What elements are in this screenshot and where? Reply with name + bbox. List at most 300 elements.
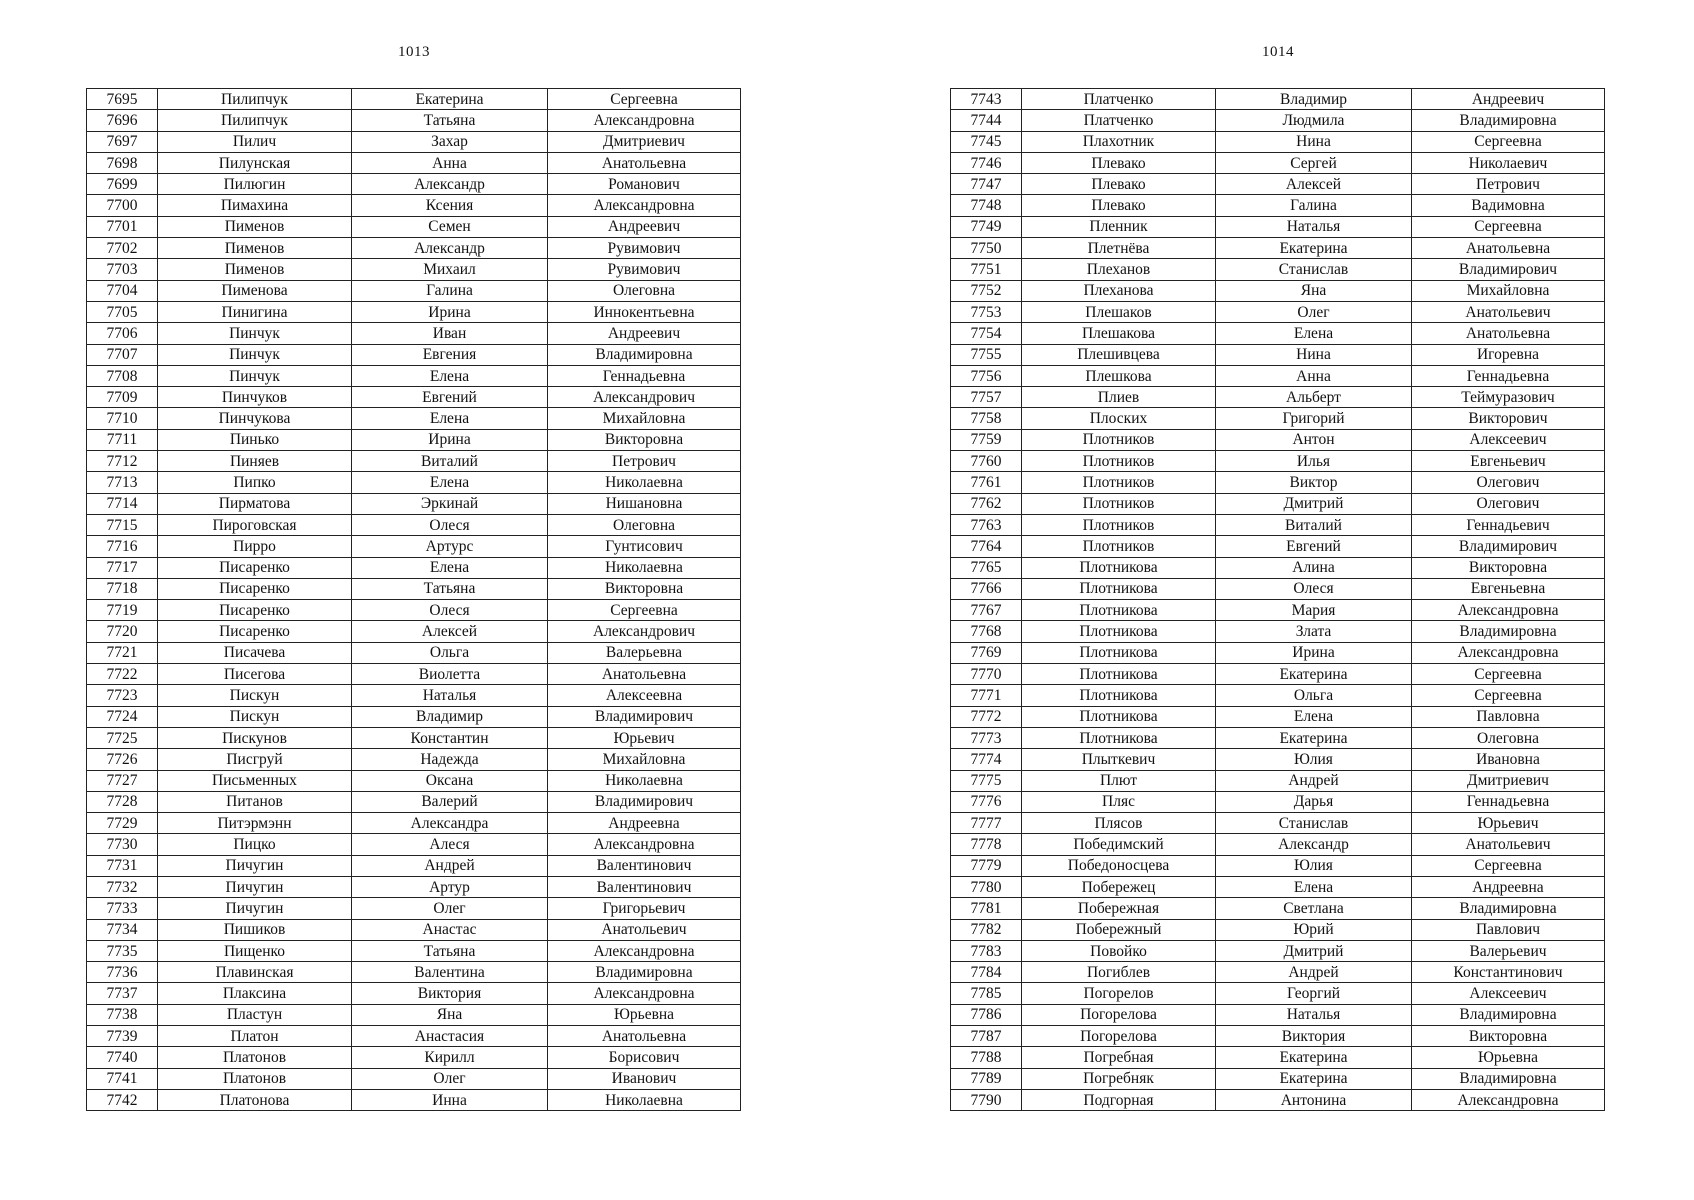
first-name-cell: Альберт bbox=[1216, 387, 1412, 408]
table-row bbox=[87, 855, 741, 876]
first-name-cell: Галина bbox=[352, 280, 548, 301]
patronymic-cell: Геннадьевна bbox=[548, 365, 741, 386]
table-row bbox=[951, 1004, 1605, 1025]
last-name-cell: Победимский bbox=[1022, 834, 1216, 855]
first-name-cell: Екатерина bbox=[352, 89, 548, 110]
last-name-cell: Пирматова bbox=[158, 493, 352, 514]
first-name-cell: Антонина bbox=[1216, 1089, 1412, 1110]
record-number-cell: 7745 bbox=[951, 131, 1022, 152]
record-number-cell: 7747 bbox=[951, 174, 1022, 195]
first-name-cell: Алина bbox=[1216, 557, 1412, 578]
last-name-cell: Плотникова bbox=[1022, 557, 1216, 578]
record-number-cell: 7772 bbox=[951, 706, 1022, 727]
table-row bbox=[87, 919, 741, 940]
first-name-cell: Ирина bbox=[352, 429, 548, 450]
first-name-cell: Инна bbox=[352, 1089, 548, 1110]
first-name-cell: Валентина bbox=[352, 962, 548, 983]
table-row bbox=[87, 195, 741, 216]
register-table bbox=[86, 88, 741, 1111]
last-name-cell: Подгорная bbox=[1022, 1089, 1216, 1110]
patronymic-cell: Николаевич bbox=[1412, 152, 1605, 173]
patronymic-cell: Владимировна bbox=[1412, 1004, 1605, 1025]
patronymic-cell: Игоревна bbox=[1412, 344, 1605, 365]
first-name-cell: Дмитрий bbox=[1216, 493, 1412, 514]
table-row bbox=[951, 983, 1605, 1004]
table-row bbox=[87, 387, 741, 408]
record-number-cell: 7775 bbox=[951, 770, 1022, 791]
record-number-cell: 7704 bbox=[87, 280, 158, 301]
patronymic-cell: Юрьевна bbox=[1412, 1047, 1605, 1068]
table-row bbox=[951, 451, 1605, 472]
table-row bbox=[87, 301, 741, 322]
first-name-cell: Дмитрий bbox=[1216, 940, 1412, 961]
table-row bbox=[87, 664, 741, 685]
patronymic-cell: Евгеньевна bbox=[1412, 578, 1605, 599]
table-row bbox=[87, 259, 741, 280]
record-number-cell: 7764 bbox=[951, 536, 1022, 557]
record-number-cell: 7765 bbox=[951, 557, 1022, 578]
last-name-cell: Плотникова bbox=[1022, 642, 1216, 663]
patronymic-cell: Андреевна bbox=[548, 813, 741, 834]
first-name-cell: Виолетта bbox=[352, 664, 548, 685]
patronymic-cell: Владимировна bbox=[548, 962, 741, 983]
table-row bbox=[87, 600, 741, 621]
record-number-cell: 7721 bbox=[87, 642, 158, 663]
patronymic-cell: Гунтисович bbox=[548, 536, 741, 557]
last-name-cell: Плясов bbox=[1022, 813, 1216, 834]
record-number-cell: 7750 bbox=[951, 238, 1022, 259]
patronymic-cell: Юрьевич bbox=[1412, 813, 1605, 834]
patronymic-cell: Анатольевич bbox=[1412, 301, 1605, 322]
last-name-cell: Пилипчук bbox=[158, 110, 352, 131]
table-row bbox=[87, 578, 741, 599]
first-name-cell: Алексей bbox=[1216, 174, 1412, 195]
record-number-cell: 7710 bbox=[87, 408, 158, 429]
record-number-cell: 7731 bbox=[87, 855, 158, 876]
record-number-cell: 7787 bbox=[951, 1026, 1022, 1047]
table-row bbox=[951, 89, 1605, 110]
patronymic-cell: Иванович bbox=[548, 1068, 741, 1089]
last-name-cell: Плеханов bbox=[1022, 259, 1216, 280]
first-name-cell: Иван bbox=[352, 323, 548, 344]
record-number-cell: 7752 bbox=[951, 280, 1022, 301]
table-row bbox=[87, 1004, 741, 1025]
table-row bbox=[951, 344, 1605, 365]
table-row bbox=[951, 727, 1605, 748]
patronymic-cell: Павловна bbox=[1412, 706, 1605, 727]
table-row bbox=[87, 1068, 741, 1089]
last-name-cell: Питэрмэнн bbox=[158, 813, 352, 834]
record-number-cell: 7776 bbox=[951, 791, 1022, 812]
record-number-cell: 7730 bbox=[87, 834, 158, 855]
record-number-cell: 7736 bbox=[87, 962, 158, 983]
table-row bbox=[951, 749, 1605, 770]
first-name-cell: Виталий bbox=[1216, 514, 1412, 535]
page-number: 1013 bbox=[398, 44, 430, 60]
first-name-cell: Виктория bbox=[1216, 1026, 1412, 1047]
table-row bbox=[951, 514, 1605, 535]
table-row bbox=[951, 110, 1605, 131]
patronymic-cell: Владимировна bbox=[1412, 898, 1605, 919]
patronymic-cell: Владимирович bbox=[548, 706, 741, 727]
first-name-cell: Кирилл bbox=[352, 1047, 548, 1068]
record-number-cell: 7770 bbox=[951, 664, 1022, 685]
table-row bbox=[951, 685, 1605, 706]
table-row bbox=[87, 493, 741, 514]
table-row bbox=[951, 472, 1605, 493]
patronymic-cell: Александровна bbox=[548, 983, 741, 1004]
first-name-cell: Станислав bbox=[1216, 259, 1412, 280]
last-name-cell: Пинчук bbox=[158, 365, 352, 386]
record-number-cell: 7728 bbox=[87, 791, 158, 812]
last-name-cell: Плетнёва bbox=[1022, 238, 1216, 259]
first-name-cell: Светлана bbox=[1216, 898, 1412, 919]
first-name-cell: Татьяна bbox=[352, 578, 548, 599]
record-number-cell: 7699 bbox=[87, 174, 158, 195]
last-name-cell: Платченко bbox=[1022, 110, 1216, 131]
table-row bbox=[87, 1026, 741, 1047]
table-row bbox=[951, 940, 1605, 961]
first-name-cell: Ксения bbox=[352, 195, 548, 216]
patronymic-cell: Викторовна bbox=[548, 578, 741, 599]
patronymic-cell: Евгеньевич bbox=[1412, 451, 1605, 472]
last-name-cell: Пицко bbox=[158, 834, 352, 855]
first-name-cell: Екатерина bbox=[1216, 1047, 1412, 1068]
patronymic-cell: Олеговна bbox=[548, 514, 741, 535]
first-name-cell: Олег bbox=[1216, 301, 1412, 322]
last-name-cell: Погорелова bbox=[1022, 1026, 1216, 1047]
patronymic-cell: Сергеевна bbox=[1412, 664, 1605, 685]
patronymic-cell: Анатольевна bbox=[548, 1026, 741, 1047]
table-row bbox=[87, 472, 741, 493]
record-number-cell: 7760 bbox=[951, 451, 1022, 472]
record-number-cell: 7735 bbox=[87, 940, 158, 961]
table-row bbox=[951, 770, 1605, 791]
last-name-cell: Плевако bbox=[1022, 174, 1216, 195]
record-number-cell: 7695 bbox=[87, 89, 158, 110]
patronymic-cell: Сергеевна bbox=[1412, 216, 1605, 237]
last-name-cell: Повойко bbox=[1022, 940, 1216, 961]
last-name-cell: Плевако bbox=[1022, 195, 1216, 216]
last-name-cell: Плеханова bbox=[1022, 280, 1216, 301]
patronymic-cell: Нишановна bbox=[548, 493, 741, 514]
patronymic-cell: Сергеевна bbox=[548, 600, 741, 621]
table-row bbox=[951, 238, 1605, 259]
first-name-cell: Виктория bbox=[352, 983, 548, 1004]
first-name-cell: Наталья bbox=[1216, 216, 1412, 237]
last-name-cell: Пиняев bbox=[158, 451, 352, 472]
table-row bbox=[87, 983, 741, 1004]
patronymic-cell: Дмитриевич bbox=[1412, 770, 1605, 791]
last-name-cell: Пименов bbox=[158, 238, 352, 259]
first-name-cell: Александр bbox=[352, 238, 548, 259]
first-name-cell: Григорий bbox=[1216, 408, 1412, 429]
patronymic-cell: Викторович bbox=[1412, 408, 1605, 429]
first-name-cell: Елена bbox=[1216, 876, 1412, 897]
patronymic-cell: Константинович bbox=[1412, 962, 1605, 983]
first-name-cell: Юлия bbox=[1216, 855, 1412, 876]
last-name-cell: Пироговская bbox=[158, 514, 352, 535]
record-number-cell: 7741 bbox=[87, 1068, 158, 1089]
last-name-cell: Платонов bbox=[158, 1047, 352, 1068]
patronymic-cell: Иннокентьевна bbox=[548, 301, 741, 322]
record-number-cell: 7743 bbox=[951, 89, 1022, 110]
first-name-cell: Злата bbox=[1216, 621, 1412, 642]
first-name-cell: Илья bbox=[1216, 451, 1412, 472]
patronymic-cell: Валентинович bbox=[548, 855, 741, 876]
table-row bbox=[87, 238, 741, 259]
table-row bbox=[951, 152, 1605, 173]
first-name-cell: Ольга bbox=[352, 642, 548, 663]
record-number-cell: 7751 bbox=[951, 259, 1022, 280]
table-row bbox=[87, 323, 741, 344]
first-name-cell: Елена bbox=[352, 557, 548, 578]
record-number-cell: 7708 bbox=[87, 365, 158, 386]
patronymic-cell: Анатольевна bbox=[1412, 323, 1605, 344]
record-number-cell: 7753 bbox=[951, 301, 1022, 322]
record-number-cell: 7748 bbox=[951, 195, 1022, 216]
record-number-cell: 7784 bbox=[951, 962, 1022, 983]
table-row bbox=[87, 1089, 741, 1110]
record-number-cell: 7711 bbox=[87, 429, 158, 450]
last-name-cell: Пипко bbox=[158, 472, 352, 493]
patronymic-cell: Сергеевна bbox=[1412, 685, 1605, 706]
table-row bbox=[87, 813, 741, 834]
patronymic-cell: Алексеевич bbox=[1412, 983, 1605, 1004]
patronymic-cell: Валерьевна bbox=[548, 642, 741, 663]
first-name-cell: Оксана bbox=[352, 770, 548, 791]
patronymic-cell: Андреевна bbox=[1412, 876, 1605, 897]
record-number-cell: 7725 bbox=[87, 727, 158, 748]
record-number-cell: 7759 bbox=[951, 429, 1022, 450]
table-row bbox=[87, 280, 741, 301]
last-name-cell: Плотникова bbox=[1022, 578, 1216, 599]
record-number-cell: 7702 bbox=[87, 238, 158, 259]
last-name-cell: Пищенко bbox=[158, 940, 352, 961]
table-row bbox=[951, 1089, 1605, 1110]
record-number-cell: 7712 bbox=[87, 451, 158, 472]
patronymic-cell: Александровна bbox=[548, 940, 741, 961]
first-name-cell: Артур bbox=[352, 876, 548, 897]
first-name-cell: Виталий bbox=[352, 451, 548, 472]
patronymic-cell: Александрович bbox=[548, 387, 741, 408]
table-row bbox=[951, 664, 1605, 685]
first-name-cell: Нина bbox=[1216, 344, 1412, 365]
table-row bbox=[951, 600, 1605, 621]
record-number-cell: 7782 bbox=[951, 919, 1022, 940]
patronymic-cell: Олеговна bbox=[548, 280, 741, 301]
patronymic-cell: Николаевна bbox=[548, 770, 741, 791]
patronymic-cell: Олегович bbox=[1412, 472, 1605, 493]
last-name-cell: Пичугин bbox=[158, 876, 352, 897]
patronymic-cell: Борисович bbox=[548, 1047, 741, 1068]
last-name-cell: Пинько bbox=[158, 429, 352, 450]
first-name-cell: Антон bbox=[1216, 429, 1412, 450]
table-row bbox=[87, 408, 741, 429]
record-number-cell: 7744 bbox=[951, 110, 1022, 131]
first-name-cell: Надежда bbox=[352, 749, 548, 770]
patronymic-cell: Анатольевич bbox=[548, 919, 741, 940]
patronymic-cell: Николаевна bbox=[548, 557, 741, 578]
first-name-cell: Екатерина bbox=[1216, 664, 1412, 685]
record-number-cell: 7757 bbox=[951, 387, 1022, 408]
last-name-cell: Писаренко bbox=[158, 578, 352, 599]
last-name-cell: Плотникова bbox=[1022, 685, 1216, 706]
table-row bbox=[87, 89, 741, 110]
patronymic-cell: Петрович bbox=[548, 451, 741, 472]
record-number-cell: 7737 bbox=[87, 983, 158, 1004]
record-number-cell: 7700 bbox=[87, 195, 158, 216]
record-number-cell: 7727 bbox=[87, 770, 158, 791]
last-name-cell: Писачева bbox=[158, 642, 352, 663]
first-name-cell: Олег bbox=[352, 898, 548, 919]
first-name-cell: Екатерина bbox=[1216, 238, 1412, 259]
first-name-cell: Александр bbox=[1216, 834, 1412, 855]
patronymic-cell: Дмитриевич bbox=[548, 131, 741, 152]
record-number-cell: 7733 bbox=[87, 898, 158, 919]
patronymic-cell: Рувимович bbox=[548, 238, 741, 259]
record-number-cell: 7762 bbox=[951, 493, 1022, 514]
record-number-cell: 7739 bbox=[87, 1026, 158, 1047]
patronymic-cell: Вадимовна bbox=[1412, 195, 1605, 216]
first-name-cell: Елена bbox=[1216, 323, 1412, 344]
patronymic-cell: Николаевна bbox=[548, 472, 741, 493]
table-row bbox=[951, 898, 1605, 919]
first-name-cell: Валерий bbox=[352, 791, 548, 812]
record-number-cell: 7738 bbox=[87, 1004, 158, 1025]
table-row bbox=[87, 876, 741, 897]
patronymic-cell: Олеговна bbox=[1412, 727, 1605, 748]
patronymic-cell: Анатольевна bbox=[548, 664, 741, 685]
patronymic-cell: Юрьевна bbox=[548, 1004, 741, 1025]
first-name-cell: Ольга bbox=[1216, 685, 1412, 706]
table-row bbox=[951, 174, 1605, 195]
patronymic-cell: Викторовна bbox=[1412, 557, 1605, 578]
record-number-cell: 7713 bbox=[87, 472, 158, 493]
table-row bbox=[951, 791, 1605, 812]
record-number-cell: 7707 bbox=[87, 344, 158, 365]
record-number-cell: 7763 bbox=[951, 514, 1022, 535]
first-name-cell: Ирина bbox=[1216, 642, 1412, 663]
table-row bbox=[87, 962, 741, 983]
first-name-cell: Артурс bbox=[352, 536, 548, 557]
table-row bbox=[87, 344, 741, 365]
first-name-cell: Екатерина bbox=[1216, 727, 1412, 748]
first-name-cell: Анастас bbox=[352, 919, 548, 940]
record-number-cell: 7718 bbox=[87, 578, 158, 599]
first-name-cell: Эркинай bbox=[352, 493, 548, 514]
last-name-cell: Плотников bbox=[1022, 429, 1216, 450]
record-number-cell: 7786 bbox=[951, 1004, 1022, 1025]
patronymic-cell: Павлович bbox=[1412, 919, 1605, 940]
first-name-cell: Александр bbox=[352, 174, 548, 195]
first-name-cell: Наталья bbox=[352, 685, 548, 706]
last-name-cell: Пискунов bbox=[158, 727, 352, 748]
last-name-cell: Плют bbox=[1022, 770, 1216, 791]
record-number-cell: 7722 bbox=[87, 664, 158, 685]
table-row bbox=[951, 706, 1605, 727]
record-number-cell: 7716 bbox=[87, 536, 158, 557]
record-number-cell: 7715 bbox=[87, 514, 158, 535]
record-number-cell: 7734 bbox=[87, 919, 158, 940]
first-name-cell: Елена bbox=[352, 365, 548, 386]
last-name-cell: Плотников bbox=[1022, 493, 1216, 514]
record-number-cell: 7780 bbox=[951, 876, 1022, 897]
patronymic-cell: Владимировна bbox=[1412, 110, 1605, 131]
table-row bbox=[951, 1047, 1605, 1068]
record-number-cell: 7742 bbox=[87, 1089, 158, 1110]
table-row bbox=[951, 642, 1605, 663]
last-name-cell: Платонова bbox=[158, 1089, 352, 1110]
patronymic-cell: Александровна bbox=[1412, 600, 1605, 621]
first-name-cell: Владимир bbox=[352, 706, 548, 727]
record-number-cell: 7790 bbox=[951, 1089, 1022, 1110]
record-number-cell: 7698 bbox=[87, 152, 158, 173]
first-name-cell: Олег bbox=[352, 1068, 548, 1089]
first-name-cell: Елена bbox=[352, 408, 548, 429]
first-name-cell: Нина bbox=[1216, 131, 1412, 152]
table-row bbox=[87, 685, 741, 706]
patronymic-cell: Владимирович bbox=[1412, 259, 1605, 280]
record-number-cell: 7749 bbox=[951, 216, 1022, 237]
last-name-cell: Писегова bbox=[158, 664, 352, 685]
table-row bbox=[87, 131, 741, 152]
record-number-cell: 7723 bbox=[87, 685, 158, 706]
last-name-cell: Погребняк bbox=[1022, 1068, 1216, 1089]
patronymic-cell: Анатольевна bbox=[1412, 238, 1605, 259]
last-name-cell: Пименова bbox=[158, 280, 352, 301]
first-name-cell: Александра bbox=[352, 813, 548, 834]
record-number-cell: 7767 bbox=[951, 600, 1022, 621]
first-name-cell: Алеся bbox=[352, 834, 548, 855]
record-number-cell: 7769 bbox=[951, 642, 1022, 663]
last-name-cell: Пленник bbox=[1022, 216, 1216, 237]
last-name-cell: Пименов bbox=[158, 216, 352, 237]
first-name-cell: Татьяна bbox=[352, 940, 548, 961]
first-name-cell: Олеся bbox=[1216, 578, 1412, 599]
record-number-cell: 7789 bbox=[951, 1068, 1022, 1089]
table-row bbox=[951, 301, 1605, 322]
last-name-cell: Пинигина bbox=[158, 301, 352, 322]
first-name-cell: Андрей bbox=[1216, 962, 1412, 983]
table-row bbox=[951, 365, 1605, 386]
first-name-cell: Андрей bbox=[1216, 770, 1412, 791]
table-row bbox=[87, 706, 741, 727]
patronymic-cell: Владимировна bbox=[548, 344, 741, 365]
table-row bbox=[87, 152, 741, 173]
first-name-cell: Михаил bbox=[352, 259, 548, 280]
first-name-cell: Георгий bbox=[1216, 983, 1412, 1004]
table-row bbox=[87, 834, 741, 855]
patronymic-cell: Викторовна bbox=[1412, 1026, 1605, 1047]
first-name-cell: Ирина bbox=[352, 301, 548, 322]
last-name-cell: Плешаков bbox=[1022, 301, 1216, 322]
last-name-cell: Пискун bbox=[158, 685, 352, 706]
first-name-cell: Захар bbox=[352, 131, 548, 152]
last-name-cell: Побережный bbox=[1022, 919, 1216, 940]
patronymic-cell: Петрович bbox=[1412, 174, 1605, 195]
table-row bbox=[87, 940, 741, 961]
last-name-cell: Побережная bbox=[1022, 898, 1216, 919]
table-row bbox=[951, 131, 1605, 152]
record-number-cell: 7724 bbox=[87, 706, 158, 727]
patronymic-cell: Александровна bbox=[548, 834, 741, 855]
first-name-cell: Екатерина bbox=[1216, 1068, 1412, 1089]
first-name-cell: Елена bbox=[1216, 706, 1412, 727]
record-number-cell: 7754 bbox=[951, 323, 1022, 344]
first-name-cell: Олеся bbox=[352, 600, 548, 621]
first-name-cell: Евгения bbox=[352, 344, 548, 365]
